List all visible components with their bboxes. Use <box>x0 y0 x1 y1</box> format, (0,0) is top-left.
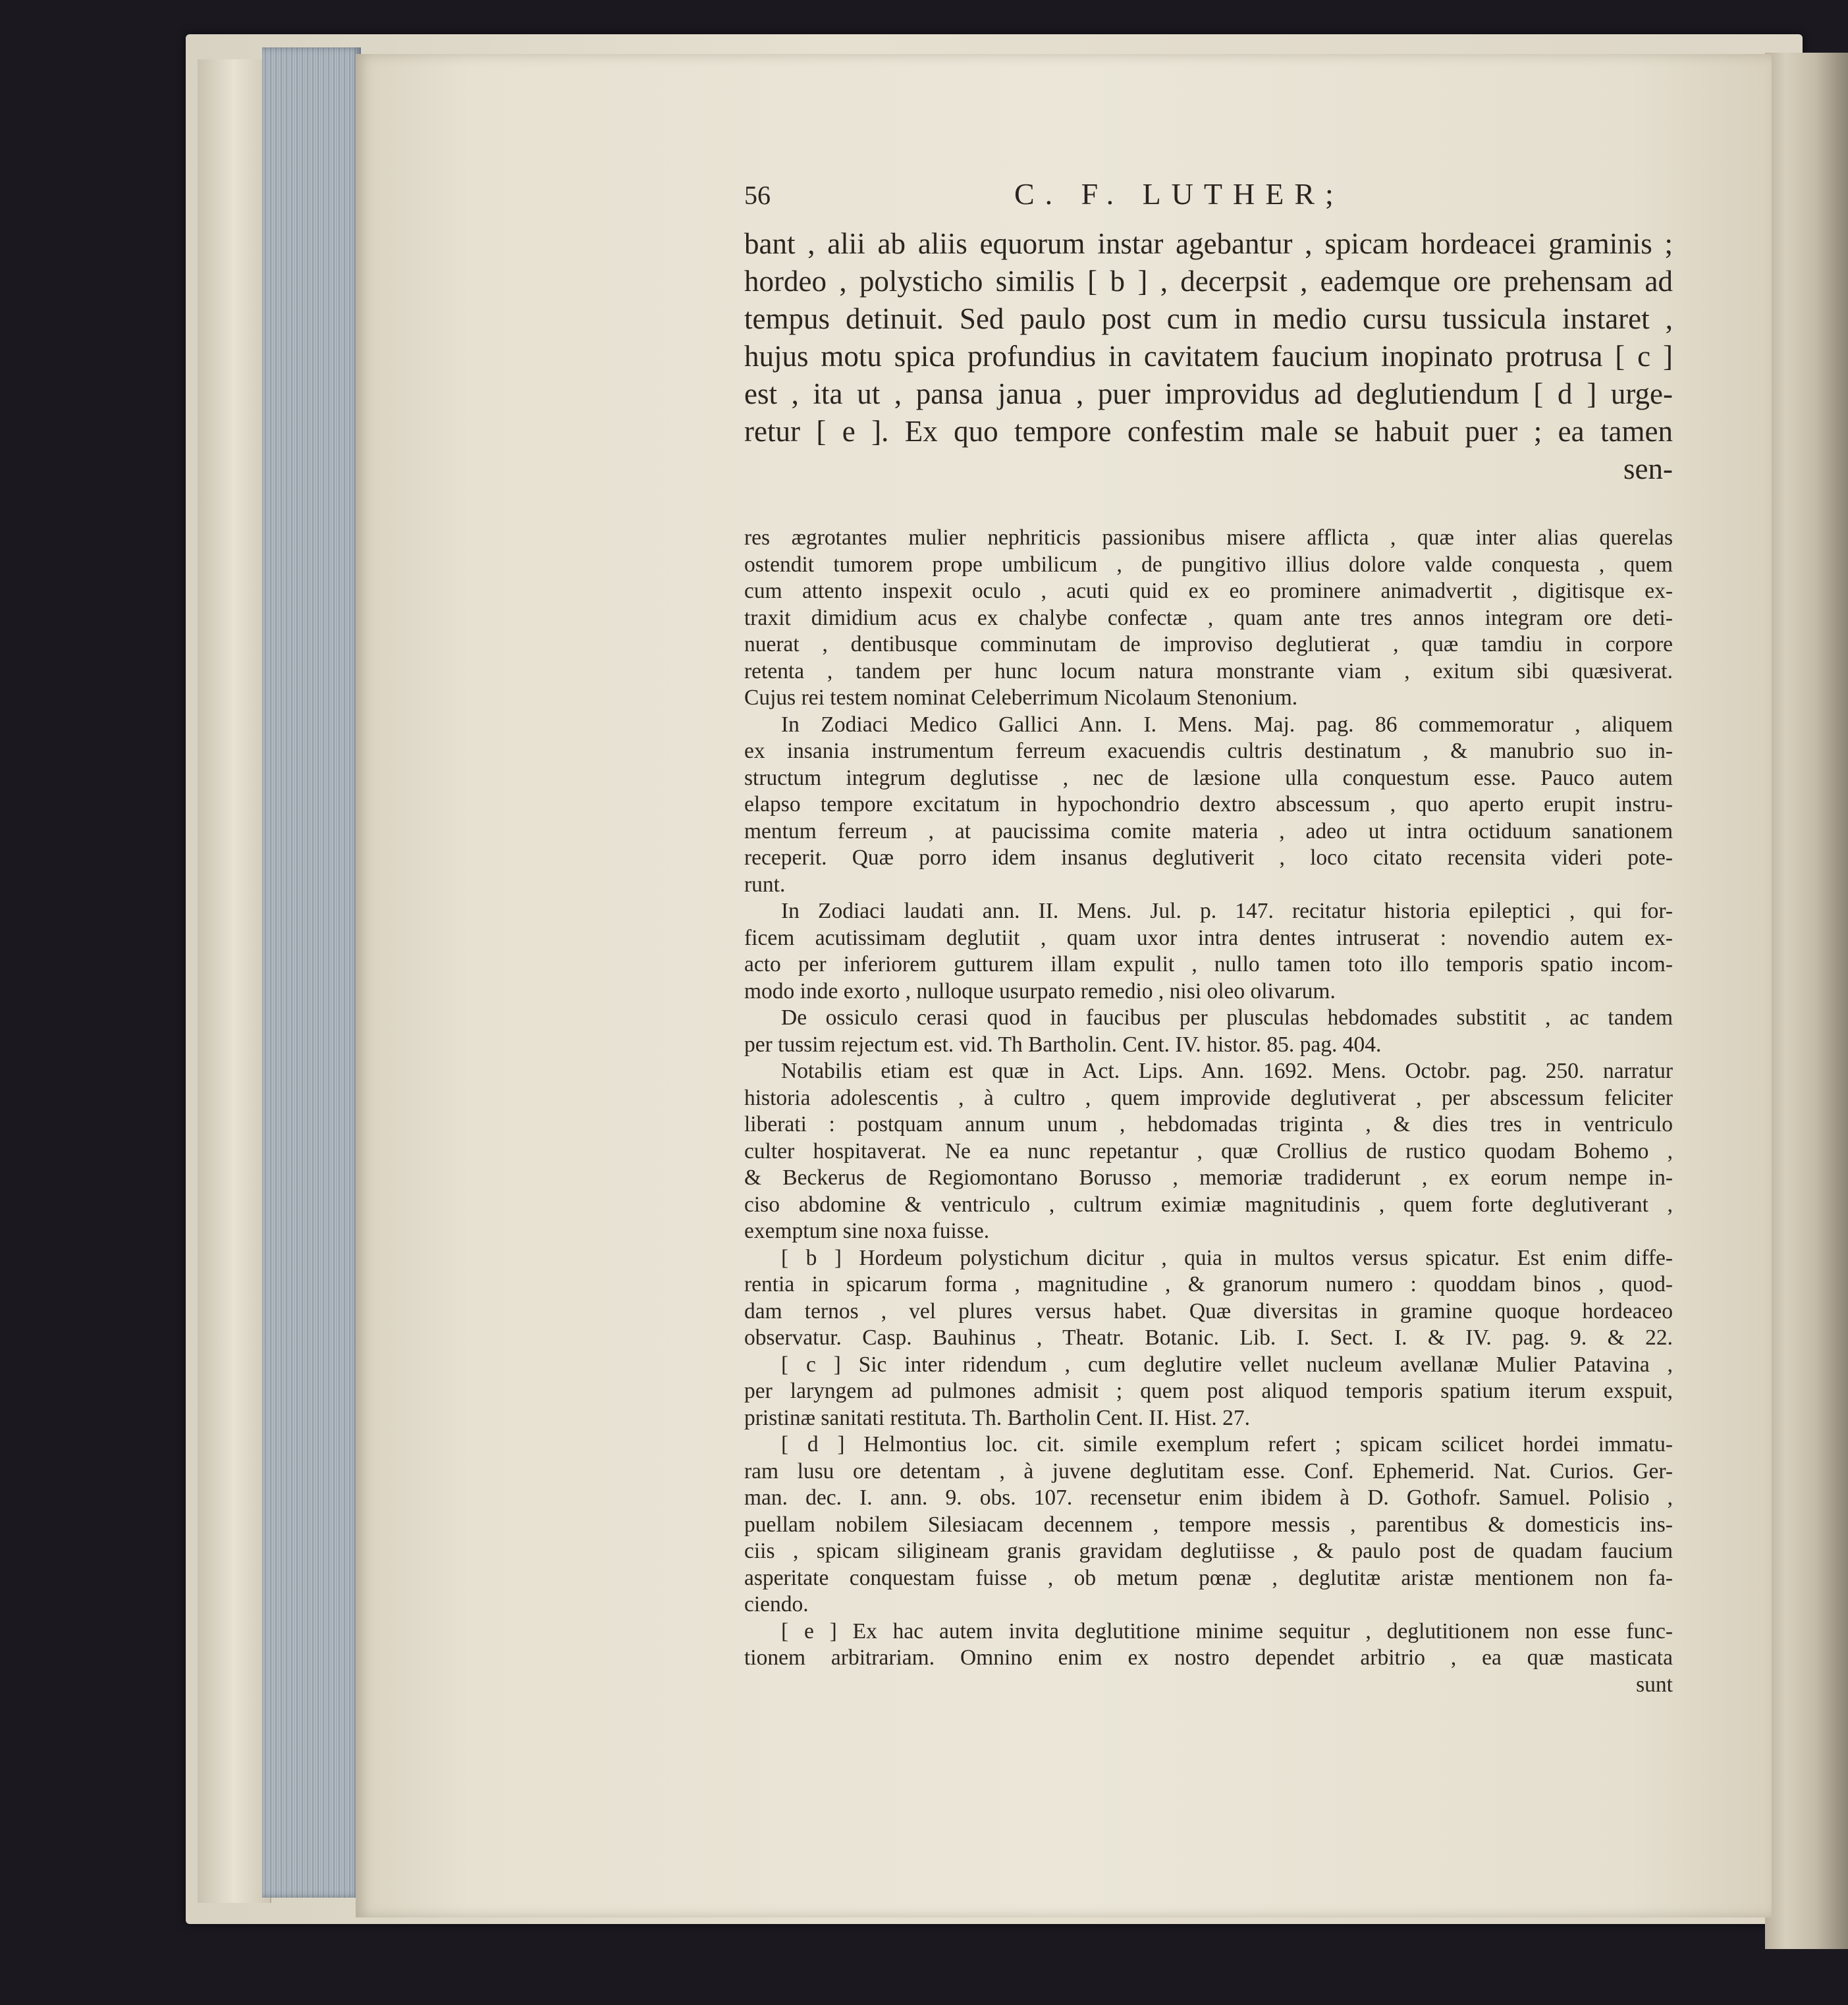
footnote-line: ram lusu ore detentam , à juvene deglutitam esse. Conf. Ephemerid. Nat. Curios. Ger- <box>744 1458 1673 1484</box>
footnote-line: ex insania instrumentum ferreum exacuendis cultris destinatum , & manubrio suo in- <box>744 739 1673 763</box>
footnote-line: per laryngem ad pulmones admisit ; quem post aliquod temporis spatium iterum exspuit, <box>744 1379 1673 1403</box>
footnote-line: mentum ferreum , at paucissima comite materia , adeo ut intra octiduum sanationem <box>744 818 1673 843</box>
footnote-line: asperitate conquestam fuisse , ob metum pœnæ , deglutitæ aristæ mentionem non fa- <box>744 1565 1673 1590</box>
main-text-line: tempus detinuit. Sed paulo post cum in medio cursu tussicula instaret , <box>744 302 1673 335</box>
footnote-line: [ d ] Helmontius loc. cit. simile exemplum refert ; spicam scilicet hordei immatu- <box>781 1432 1673 1457</box>
footnote-line: Notabilis etiam est quæ in Act. Lips. Ann. 1692. Mens. Octobr. pag. 250. narratur <box>781 1059 1673 1083</box>
footnote-line: puellam nobilem Silesiacam decennem , tempore messis , parentibus & domesticis ins- <box>744 1512 1673 1537</box>
footnote-line: exemptum sine noxa fuisse. <box>744 1219 990 1243</box>
footnote-line: tionem arbitrariam. Omnino enim ex nostro dependet arbitrio , ea quæ masticata <box>744 1645 1673 1670</box>
footnote-line: ficem acutissimam deglutiit , quam uxor intra dentes intruserat : novendio autem ex- <box>744 925 1673 950</box>
footnote-line: In Zodiaci Medico Gallici Ann. I. Mens. Maj. pag. 86 commemoratur , aliquem <box>781 712 1673 737</box>
page-stack-edge <box>262 47 361 1898</box>
footnote-line: liberati : postquam annum unum , hebdomadas triginta , & dies tres in ventriculo <box>744 1112 1673 1136</box>
main-text-line: est , ita ut , pansa janua , puer improvidus ad deglutiendum [ d ] urge- <box>744 377 1673 410</box>
footnote-line: dam ternos , vel plures versus habet. Quæ diversitas in gramine quoque hordeaceo <box>744 1298 1673 1323</box>
footnote-line: traxit dimidium acus ex chalybe confectæ , quam ante tres annos integram ore deti- <box>744 605 1673 630</box>
footnote-line: & Beckerus de Regiomontano Borusso , memoriæ tradiderunt , ex eorum nempe in- <box>744 1165 1673 1190</box>
running-head: C. F. LUTHER; <box>1014 177 1344 211</box>
footnote-line: man. dec. I. ann. 9. obs. 107. recensetur enim ibidem à D. Gothofr. Samuel. Polisio , <box>744 1485 1673 1510</box>
footnote-line: rentia in spicarum forma , magnitudine , & granorum numero : quoddam binos , quod- <box>744 1272 1673 1297</box>
footnote-line: [ b ] Hordeum polystichum dicitur , quia in multos versus spicatur. Est enim diffe- <box>781 1245 1673 1270</box>
footnote-line: ostendit tumorem prope umbilicum , de pungitivo illius dolore valde conquesta , quem <box>744 552 1673 577</box>
footnote-line: Cujus rei testem nominat Celeberrimum Nicolaum Stenonium. <box>744 685 1298 710</box>
footnote-line: historia adolescentis , à cultro , quem improvide deglutiverat , per abscessum feliciter <box>744 1085 1673 1110</box>
footnote-line: De ossiculo cerasi quod in faucibus per plusculas hebdomades substitit , ac tandem <box>781 1005 1673 1030</box>
footnote-line: ciendo. <box>744 1592 809 1617</box>
footnote-line: runt. <box>744 872 786 897</box>
facing-page-edge <box>1765 53 1848 1949</box>
footnote-line: [ e ] Ex hac autem invita deglutitione minime sequitur , deglutitionem non esse func- <box>781 1618 1673 1644</box>
footnote-line: structum integrum deglutisse , nec de læsione ulla conquestum esse. Pauco autem <box>744 765 1673 790</box>
page-number: 56 <box>744 180 771 210</box>
footnote-line: observatur. Casp. Bauhinus , Theatr. Botanic. Lib. I. Sect. I. & IV. pag. 9. & 22. <box>744 1325 1673 1350</box>
footnotes <box>744 525 1673 1698</box>
footnote-line: culter hospitaverat. Ne ea nunc repetantur , quæ Crollius de rustico quodam Bohemo , <box>744 1138 1673 1163</box>
footnote-line: retenta , tandem per hunc locum natura monstrante viam , exitum sibi quæsiverat. <box>744 658 1673 683</box>
footnote-line: res ægrotantes mulier nephriticis passionibus misere afflicta , quæ inter alias querelas <box>744 525 1673 550</box>
page-header <box>744 176 1673 223</box>
footnote-line: receperit. Quæ porro idem insanus deglutiverit , loco citato recensita videri pote- <box>744 845 1673 870</box>
footnote-line: modo inde exorto , nulloque usurpato remedio , nisi oleo olivarum. <box>744 978 1336 1003</box>
main-text-line: retur [ e ]. Ex quo tempore confestim male se habuit puer ; ea tamen <box>744 415 1673 448</box>
footnote-line: acto per inferiorem gutturem illam expulit , nullo tamen toto illo temporis spatio incom- <box>744 952 1673 976</box>
book-spine-fold <box>198 59 271 1903</box>
footnote-line: elapso tempore excitatum in hypochondrio dextro abscessum , quo aperto erupit instru- <box>744 792 1673 816</box>
page-text-block <box>744 176 1673 1698</box>
footnote-line: nuerat , dentibusque comminutam de improviso deglutierat , quæ tamdiu in corpore <box>744 632 1673 656</box>
footnote-line: In Zodiaci laudati ann. II. Mens. Jul. p. 147. recitatur historia epileptici , qui for- <box>781 899 1673 923</box>
footnote-line: ciso abdomine & ventriculo , cultrum eximiæ magnitudinis , quem forte deglutiverant , <box>744 1192 1673 1217</box>
main-text <box>744 225 1673 488</box>
footnote-line: ciis , spicam siligineam granis gravidam deglutiisse , & paulo post de quadam faucium <box>744 1539 1673 1563</box>
footnote-line: per tussim rejectum est. vid. Th Bartholin. Cent. IV. histor. 85. pag. 404. <box>744 1032 1382 1057</box>
main-text-line: bant , alii ab aliis equorum instar agebantur , spicam hordeacei graminis ; <box>744 227 1673 260</box>
catchword: sen- <box>1623 452 1673 485</box>
main-text-line: hujus motu spica profundius in cavitatem faucium inopinato protrusa [ c ] <box>744 340 1673 373</box>
footnote-line: pristinæ sanitati restituta. Th. Bartholin Cent. II. Hist. 27. <box>744 1405 1250 1430</box>
footnote-line: cum attento inspexit oculo , acuti quid ex eo prominere animadvertit , digitisque ex- <box>744 579 1673 603</box>
catchword: sunt <box>1636 1672 1673 1697</box>
footnote-line: [ c ] Sic inter ridendum , cum deglutire vellet nucleum avellanæ Mulier Patavina , <box>781 1352 1673 1377</box>
main-text-line: hordeo , polysticho similis [ b ] , decerpsit , eademque ore prehensam ad <box>744 265 1673 298</box>
